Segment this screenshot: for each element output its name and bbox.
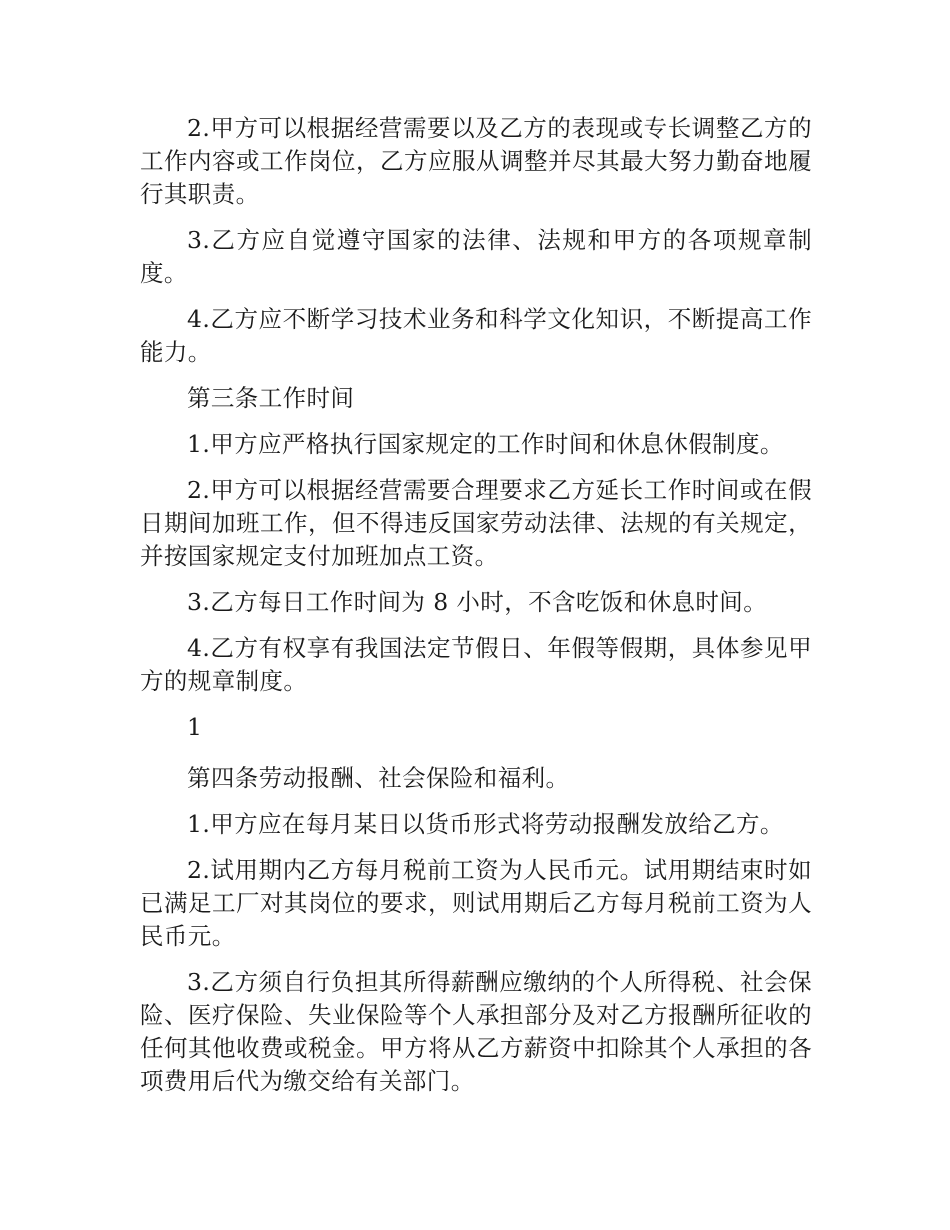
paragraph-article3-item3: 3.乙方每日工作时间为 8 小时，不含吃饭和休息时间。 [187,588,768,616]
paragraph-article2-item2: 2.甲方可以根据经营需要以及乙方的表现或专长调整乙方的工作内容或工作岗位，乙方应服从调整并尽其最大努力勤奋地履行其职责。 [140,114,812,208]
paragraph-article2-item4: 4.乙方应不断学习技术业务和科学文化知识，不断提高工作能力。 [140,305,812,366]
document-body [140,112,812,1111]
paragraph-article4-item3: 3.乙方须自行负担其所得薪酬应缴纳的个人所得税、社会保险、医疗保险、失业保险等个人承担部分及对乙方报酬所征收的任何其他收费或税金。甲方将从乙方薪资中扣除其个人承担的各项费用后代为缴交给有关部门。 [140,968,812,1095]
heading-article4: 第四条劳动报酬、社会保险和福利。 [187,764,570,792]
paragraph-article4-item1: 1.甲方应在每月某日以货币形式将劳动报酬发放给乙方。 [187,810,784,838]
page-number: 1 [187,713,203,741]
paragraph-article3-item1: 1.甲方应严格执行国家规定的工作时间和休息休假制度。 [187,430,784,458]
heading-article3: 第三条工作时间 [187,384,355,412]
paragraph-article4-item2: 2.试用期内乙方每月税前工资为人民币元。试用期结束时如已满足工厂对其岗位的要求，则试用期后乙方每月税前工资为人民币元。 [140,856,812,950]
paragraph-article3-item2: 2.甲方可以根据经营需要合理要求乙方延长工作时间或在假日期间加班工作，但不得违反国家劳动法律、法规的有关规定，并按国家规定支付加班加点工资。 [140,476,812,570]
paragraph-article3-item4: 4.乙方有权享有我国法定节假日、年假等假期，具体参见甲方的规章制度。 [140,634,812,695]
paragraph-article2-item3: 3.乙方应自觉遵守国家的法律、法规和甲方的各项规章制度。 [140,226,812,287]
